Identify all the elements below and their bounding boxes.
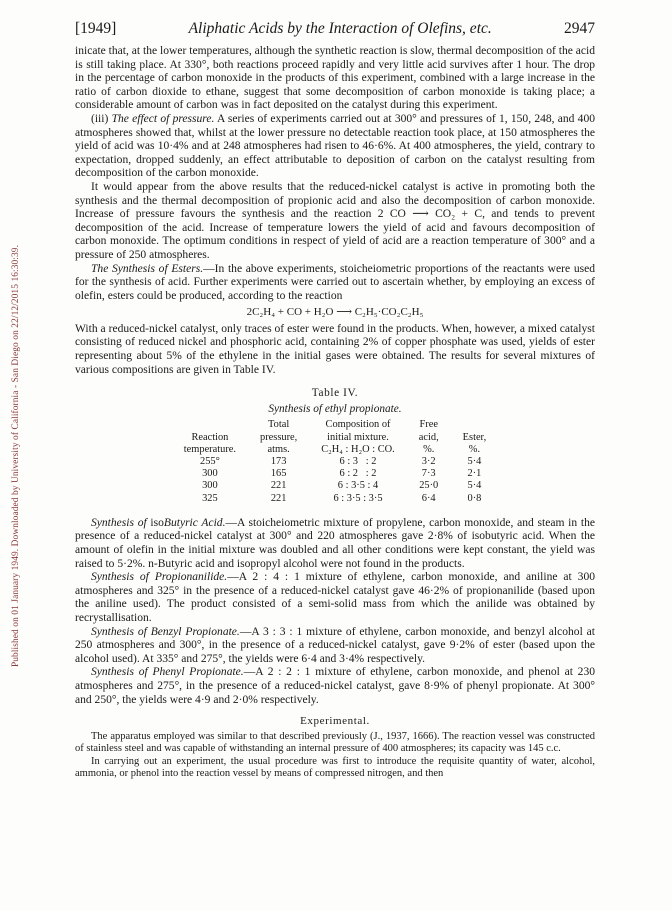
journal-page (75, 20, 595, 780)
table-header-cell: atms. (267, 443, 290, 455)
table-header-cell: %. (423, 443, 435, 455)
table-row (172, 468, 498, 480)
section-heading: Synthesis of Phenyl Propionate. (91, 666, 244, 679)
table-cell: 255° (200, 456, 220, 468)
table-cell: 7·3 (421, 468, 436, 480)
paragraph-text: —A 2 : 4 : 1 mixture of ethylene, carbon monoxide, and aniline at 300 atmospheres and 325° in the presence of a reduced-nickel catalyst gave 46·2% of propionanilide (based upon the aniline used). The product consisted of a semi-solid mass from which the anilide was obtained by recrystallisation. (75, 571, 595, 625)
table-caption: Table IV. (311, 387, 359, 400)
experimental-heading: Experimental. (300, 715, 370, 728)
table-cell: 6·4 (421, 492, 436, 504)
section-heading-prefix: iso (150, 516, 164, 529)
table-header-cell (451, 419, 499, 431)
paragraph-text: A series of experiments carried out at 300° and pressures of 1, 150, 248, and 400 atmospheres showed that, whilst at the lower pressure no detectable reaction took place, at 150 atmospheres the yield of acid was 10·4% and at 248 atmospheres had risen to 46·6%. At 400 atmospheres, the yield, contrary to expectation, dropped suddenly, an effect attributable to deposition of carbon on the catalyst resulting from decomposition of the carbon monoxide. (75, 112, 596, 180)
table-header-row (172, 432, 498, 444)
table-cell: 221 (270, 492, 287, 504)
table-header-cell: Ester, (462, 431, 487, 443)
table-cell: 300 (202, 468, 218, 480)
paragraph (75, 666, 595, 707)
section-heading: The Synthesis of Esters. (91, 262, 204, 275)
table-subtitle: Synthesis of ethyl propionate. (268, 402, 402, 415)
paragraph (75, 571, 595, 625)
section-heading: Synthesis of (91, 516, 151, 529)
section-heading: Synthesis of Propionanilide. (91, 571, 228, 584)
section-heading: Synthesis of Benzyl Propionate. (91, 625, 240, 638)
header-year: [1949] (75, 20, 117, 37)
paragraph (75, 263, 595, 304)
section-heading: Butyric Acid. (163, 516, 226, 529)
table-cell: 300 (202, 480, 218, 492)
paragraph-lead: (iii) (91, 112, 112, 125)
paragraph (75, 113, 595, 181)
table-header-cell: initial mixture. (327, 431, 389, 443)
data-table (172, 419, 498, 504)
table-cell: 0·8 (467, 492, 482, 504)
table-header-cell: Reaction (191, 431, 229, 443)
table-header-cell (172, 419, 248, 431)
paragraph (75, 517, 595, 571)
paragraph: In carrying out an experiment, the usual procedure was first to introduce the requisite quantity of water, alcohol, ammonia, or phenol into the reaction vessel by means of compressed nitrogen, and then (75, 755, 595, 779)
paragraph (75, 626, 595, 667)
download-notice-text: Published on 01 January 1949. Downloaded by University of California - San Diego on 22/12/2015 16:30:39. (11, 244, 22, 667)
table-header-cell: %. (468, 443, 481, 455)
table-cell: 221 (270, 480, 287, 492)
table-cell: 165 (270, 468, 287, 480)
paragraph-heading: The effect of pressure. (111, 112, 215, 125)
paragraph: With a reduced-nickel catalyst, only traces of ester were found in the products. When, however, a mixed catalyst consisting of reduced nickel and phosphoric acid, containing 2% of copper phosphate was used, yields of ester representing about 5% of the ethylene in the initial gases were obtained. The results for several mixtures of various compositions are given in Table IV. (75, 322, 595, 376)
table-cell: 2·1 (467, 468, 482, 480)
table-cell: 25·0 (419, 480, 439, 492)
table-row (172, 480, 498, 492)
paragraph-text: —A 2 : 2 : 1 mixture of ethylene, carbon monoxide, and phenol at 230 atmospheres and 275°, in the presence of a reduced-nickel catalyst, gave 8·9% of phenyl propionate. At 300° and 250°, the yields were 4·9 and 2·0% respectively. (75, 666, 595, 706)
paragraph-text: —In the above experiments, stoicheiometric proportions of the reactants were used for the synthesis of acid. Further experiments were carried out to ascertain whether, by employing an excess of olefin, esters could be produced, according to the reaction (75, 262, 595, 302)
table-cell: 3·2 (421, 456, 436, 468)
table-header-cell: pressure, (260, 431, 298, 443)
table-header-cell: acid, (418, 431, 439, 443)
running-header (75, 20, 595, 38)
table-cell: 6 : 3·5 : 3·5 (333, 492, 383, 504)
article-body (75, 45, 595, 780)
paragraph: inicate that, at the lower temperatures, although the synthetic reaction is slow, thermal decomposition of the acid is still taking place. At 330°, both reactions proceed rapidly and very little acid survives after 1 hour. The drop in the percentage of carbon monoxide in the products of this experiment, combined with a large increase in the ratio of carbon dioxide to ethane, suggest that some decomposition of carbon monoxide is taking place; a considerable amount of carbon was in fact deposited on the catalyst during this experiment. (75, 45, 595, 112)
table-header-row (172, 419, 498, 431)
table-cell: 173 (270, 456, 287, 468)
experimental-section (75, 731, 595, 781)
table-header-cell: Free (419, 419, 438, 431)
table-cell: 325 (202, 492, 218, 504)
paragraph: The apparatus employed was similar to that described previously (J., 1937, 1666). The reaction vessel was constructed of stainless steel and was capable of withstanding an internal pressure of 400 atmospheres; its capacity was 145 c.c. (75, 730, 595, 755)
table-row (172, 456, 498, 468)
paragraph-text: —A stoicheiometric mixture of propylene, carbon monoxide, and steam in the presence of a reduced-nickel catalyst at 300° and 220 atmospheres gave 2·8% of isobutyric acid. When the amount of olefin in the initial mixture was doubled and all other conditions were kept constant, the yield was raised to 5·2%. n-Butyric acid and isopropyl alcohol were not found in the products. (75, 516, 595, 570)
header-title: Aliphatic Acids by the Interaction of Olefins, etc. (188, 20, 492, 37)
table-cell: 6 : 3·5 : 4 (337, 480, 379, 492)
download-notice (9, 0, 23, 911)
table-row (172, 493, 498, 505)
page-number: 2947 (564, 20, 595, 37)
table-cell: 6 : 2 : 2 (339, 468, 377, 480)
table-header-cell: Composition of (325, 419, 391, 431)
table-cell: 5·4 (467, 456, 482, 468)
table-cell: 6 : 3 : 2 (339, 456, 377, 468)
table-cell: 5·4 (467, 480, 482, 492)
table-header-cell: temperature. (183, 443, 237, 455)
table-header-cell: C₂H₄ : H₂O : CO. (321, 443, 395, 455)
table-header-cell: Total (268, 419, 290, 431)
paragraph: It would appear from the above results that the reduced-nickel catalyst is active in promoting both the synthesis and the thermal decomposition of propionic acid and also the decomposition of carbon monoxide. Increase of pressure favours the synthesis and the reaction 2 CO ⟶ CO₂ + C, and tends to prevent decomposition of the acid. Increase of temperature lowers the yield of acid and favours decomposition of carbon monoxide. The optimum conditions in respect of yield of acid are a reaction temperature of 300° and a pressure of 250 atmospheres. (75, 180, 595, 261)
reaction-equation: 2C₂H₄ + CO + H₂O ⟶ C₂H₅·CO₂C₂H₅ (246, 306, 424, 319)
table-header-row (172, 444, 498, 456)
paragraph-text: —A 3 : 3 : 1 mixture of ethylene, carbon monoxide, and benzyl alcohol at 250 atmospheres and 300°, in the presence of a reduced-nickel catalyst, gave 9·2% of ester (based upon the alcohol used). At 335° and 275°, the yields were 6·4 and 3·4% respectively. (75, 625, 595, 665)
